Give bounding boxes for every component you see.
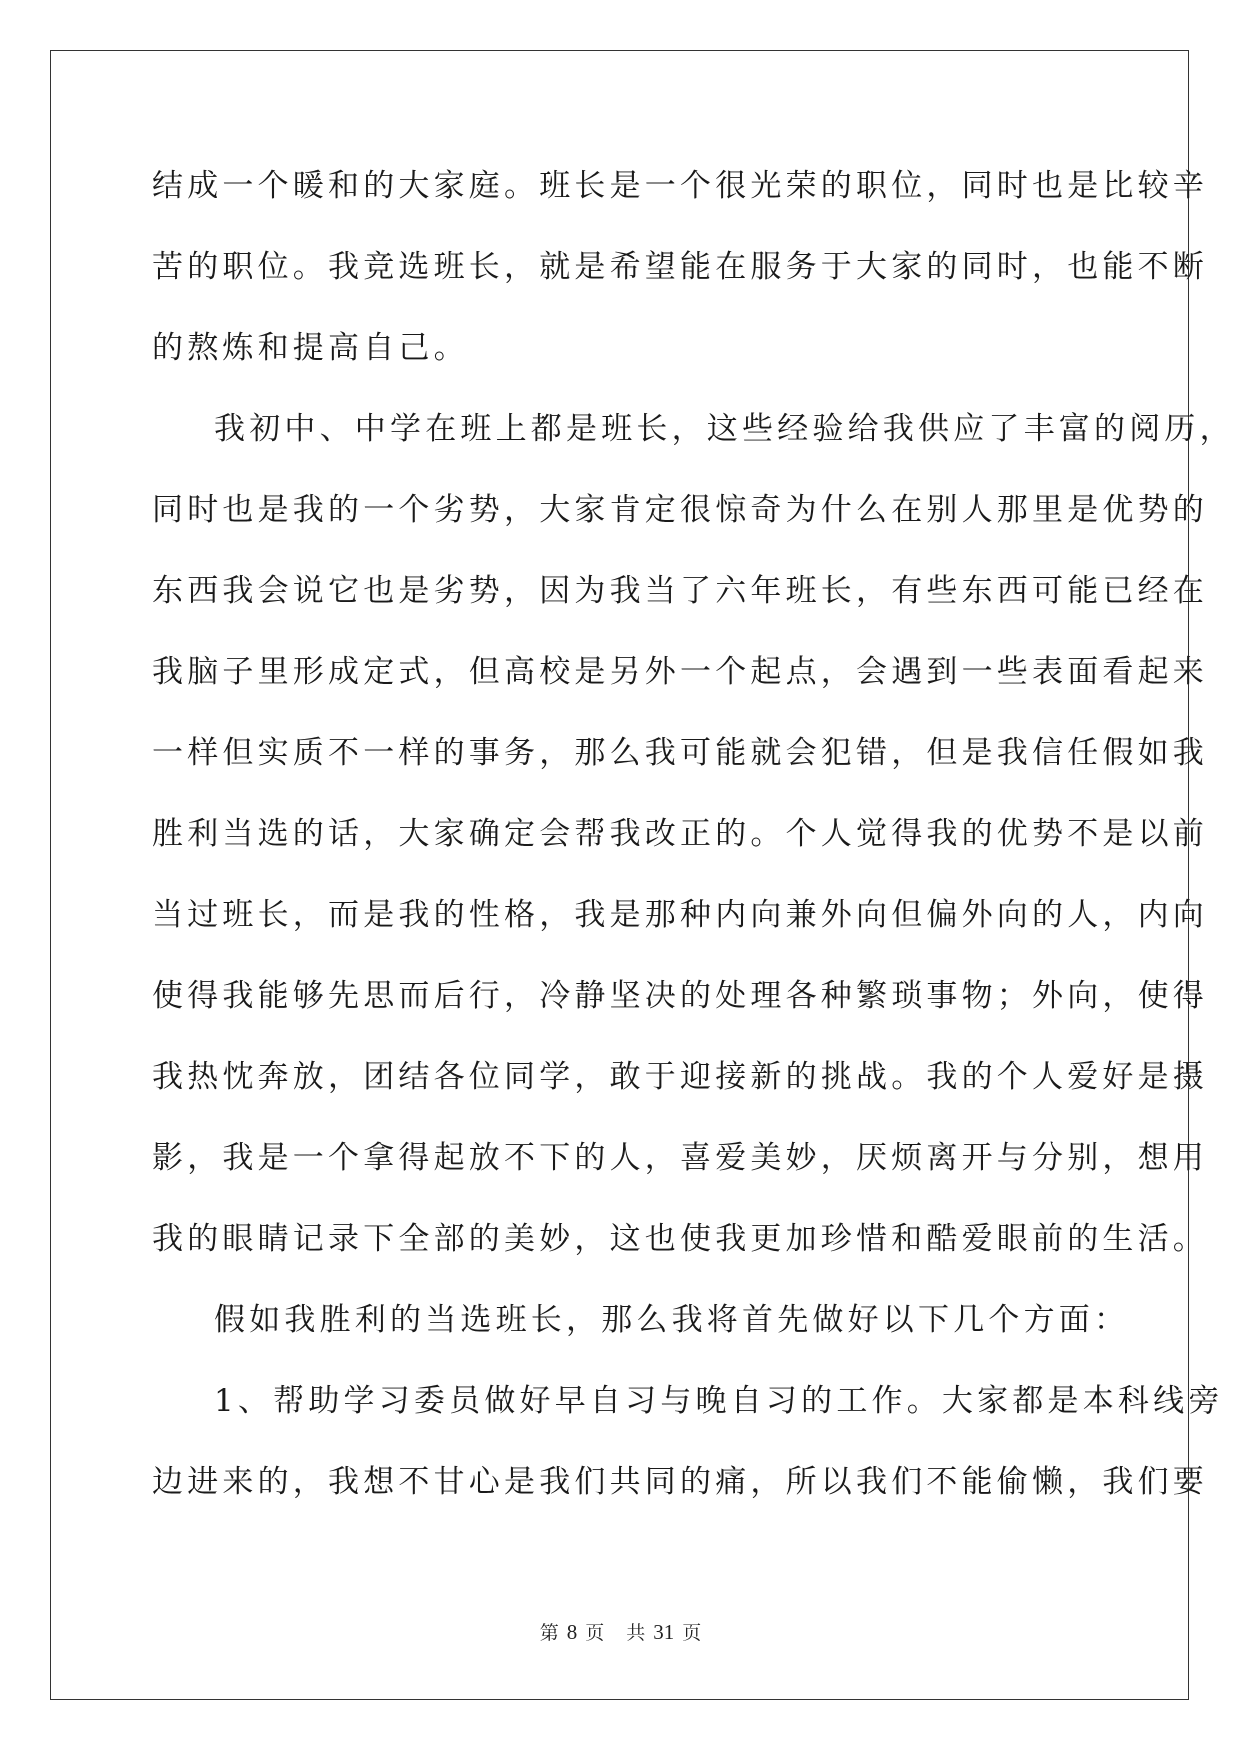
text-line-9: 胜利当选的话，大家确定会帮我改正的。个人觉得我的优势不是以前 xyxy=(152,816,1208,852)
document-body xyxy=(152,162,1235,1539)
total-suffix: 页 xyxy=(682,1622,702,1644)
page-suffix: 页 xyxy=(585,1622,605,1644)
page-footer xyxy=(0,1621,1241,1644)
text-line-12: 我热忱奔放，团结各位同学，敢于迎接新的挑战。我的个人爱好是摄 xyxy=(152,1059,1208,1095)
text-line-7: 我脑子里形成定式，但高校是另外一个起点，会遇到一些表面看起来 xyxy=(152,654,1208,690)
page-number: 8 xyxy=(566,1620,578,1644)
text-line-10: 当过班长，而是我的性格，我是那种内向兼外向但偏外向的人，内向 xyxy=(152,897,1208,933)
text-line-16: 1、帮助学习委员做好早自习与晚自习的工作。大家都是本科线旁 xyxy=(214,1383,1224,1419)
total-prefix: 共 xyxy=(626,1622,646,1644)
text-line-17: 边进来的，我想不甘心是我们共同的痛，所以我们不能偷懒，我们要 xyxy=(152,1464,1208,1500)
text-line-1: 结成一个暖和的大家庭。班长是一个很光荣的职位，同时也是比较辛 xyxy=(152,168,1208,204)
text-line-5: 同时也是我的一个劣势，大家肯定很惊奇为什么在别人那里是优势的 xyxy=(152,492,1208,528)
text-line-14: 我的眼睛记录下全部的美妙，这也使我更加珍惜和酷爱眼前的生活。 xyxy=(152,1221,1208,1257)
total-pages-indicator xyxy=(622,1622,705,1644)
page-prefix: 第 xyxy=(539,1622,559,1644)
text-line-13: 影，我是一个拿得起放不下的人，喜爱美妙，厌烦离开与分别，想用 xyxy=(152,1140,1208,1176)
text-line-8: 一样但实质不一样的事务，那么我可能就会犯错，但是我信任假如我 xyxy=(152,735,1208,771)
total-pages-number: 31 xyxy=(653,1620,675,1644)
text-line-15: 假如我胜利的当选班长，那么我将首先做好以下几个方面： xyxy=(214,1302,1130,1338)
page-indicator xyxy=(536,1622,609,1644)
text-line-4: 我初中、中学在班上都是班长，这些经验给我供应了丰富的阅历， xyxy=(214,411,1235,447)
text-line-2: 苦的职位。我竞选班长，就是希望能在服务于大家的同时，也能不断 xyxy=(152,249,1208,285)
text-line-3: 的熬炼和提高自己。 xyxy=(152,330,469,366)
text-line-11: 使得我能够先思而后行，冷静坚决的处理各种繁琐事物；外向，使得 xyxy=(152,978,1208,1014)
text-line-6: 东西我会说它也是劣势，因为我当了六年班长，有些东西可能已经在 xyxy=(152,573,1208,609)
